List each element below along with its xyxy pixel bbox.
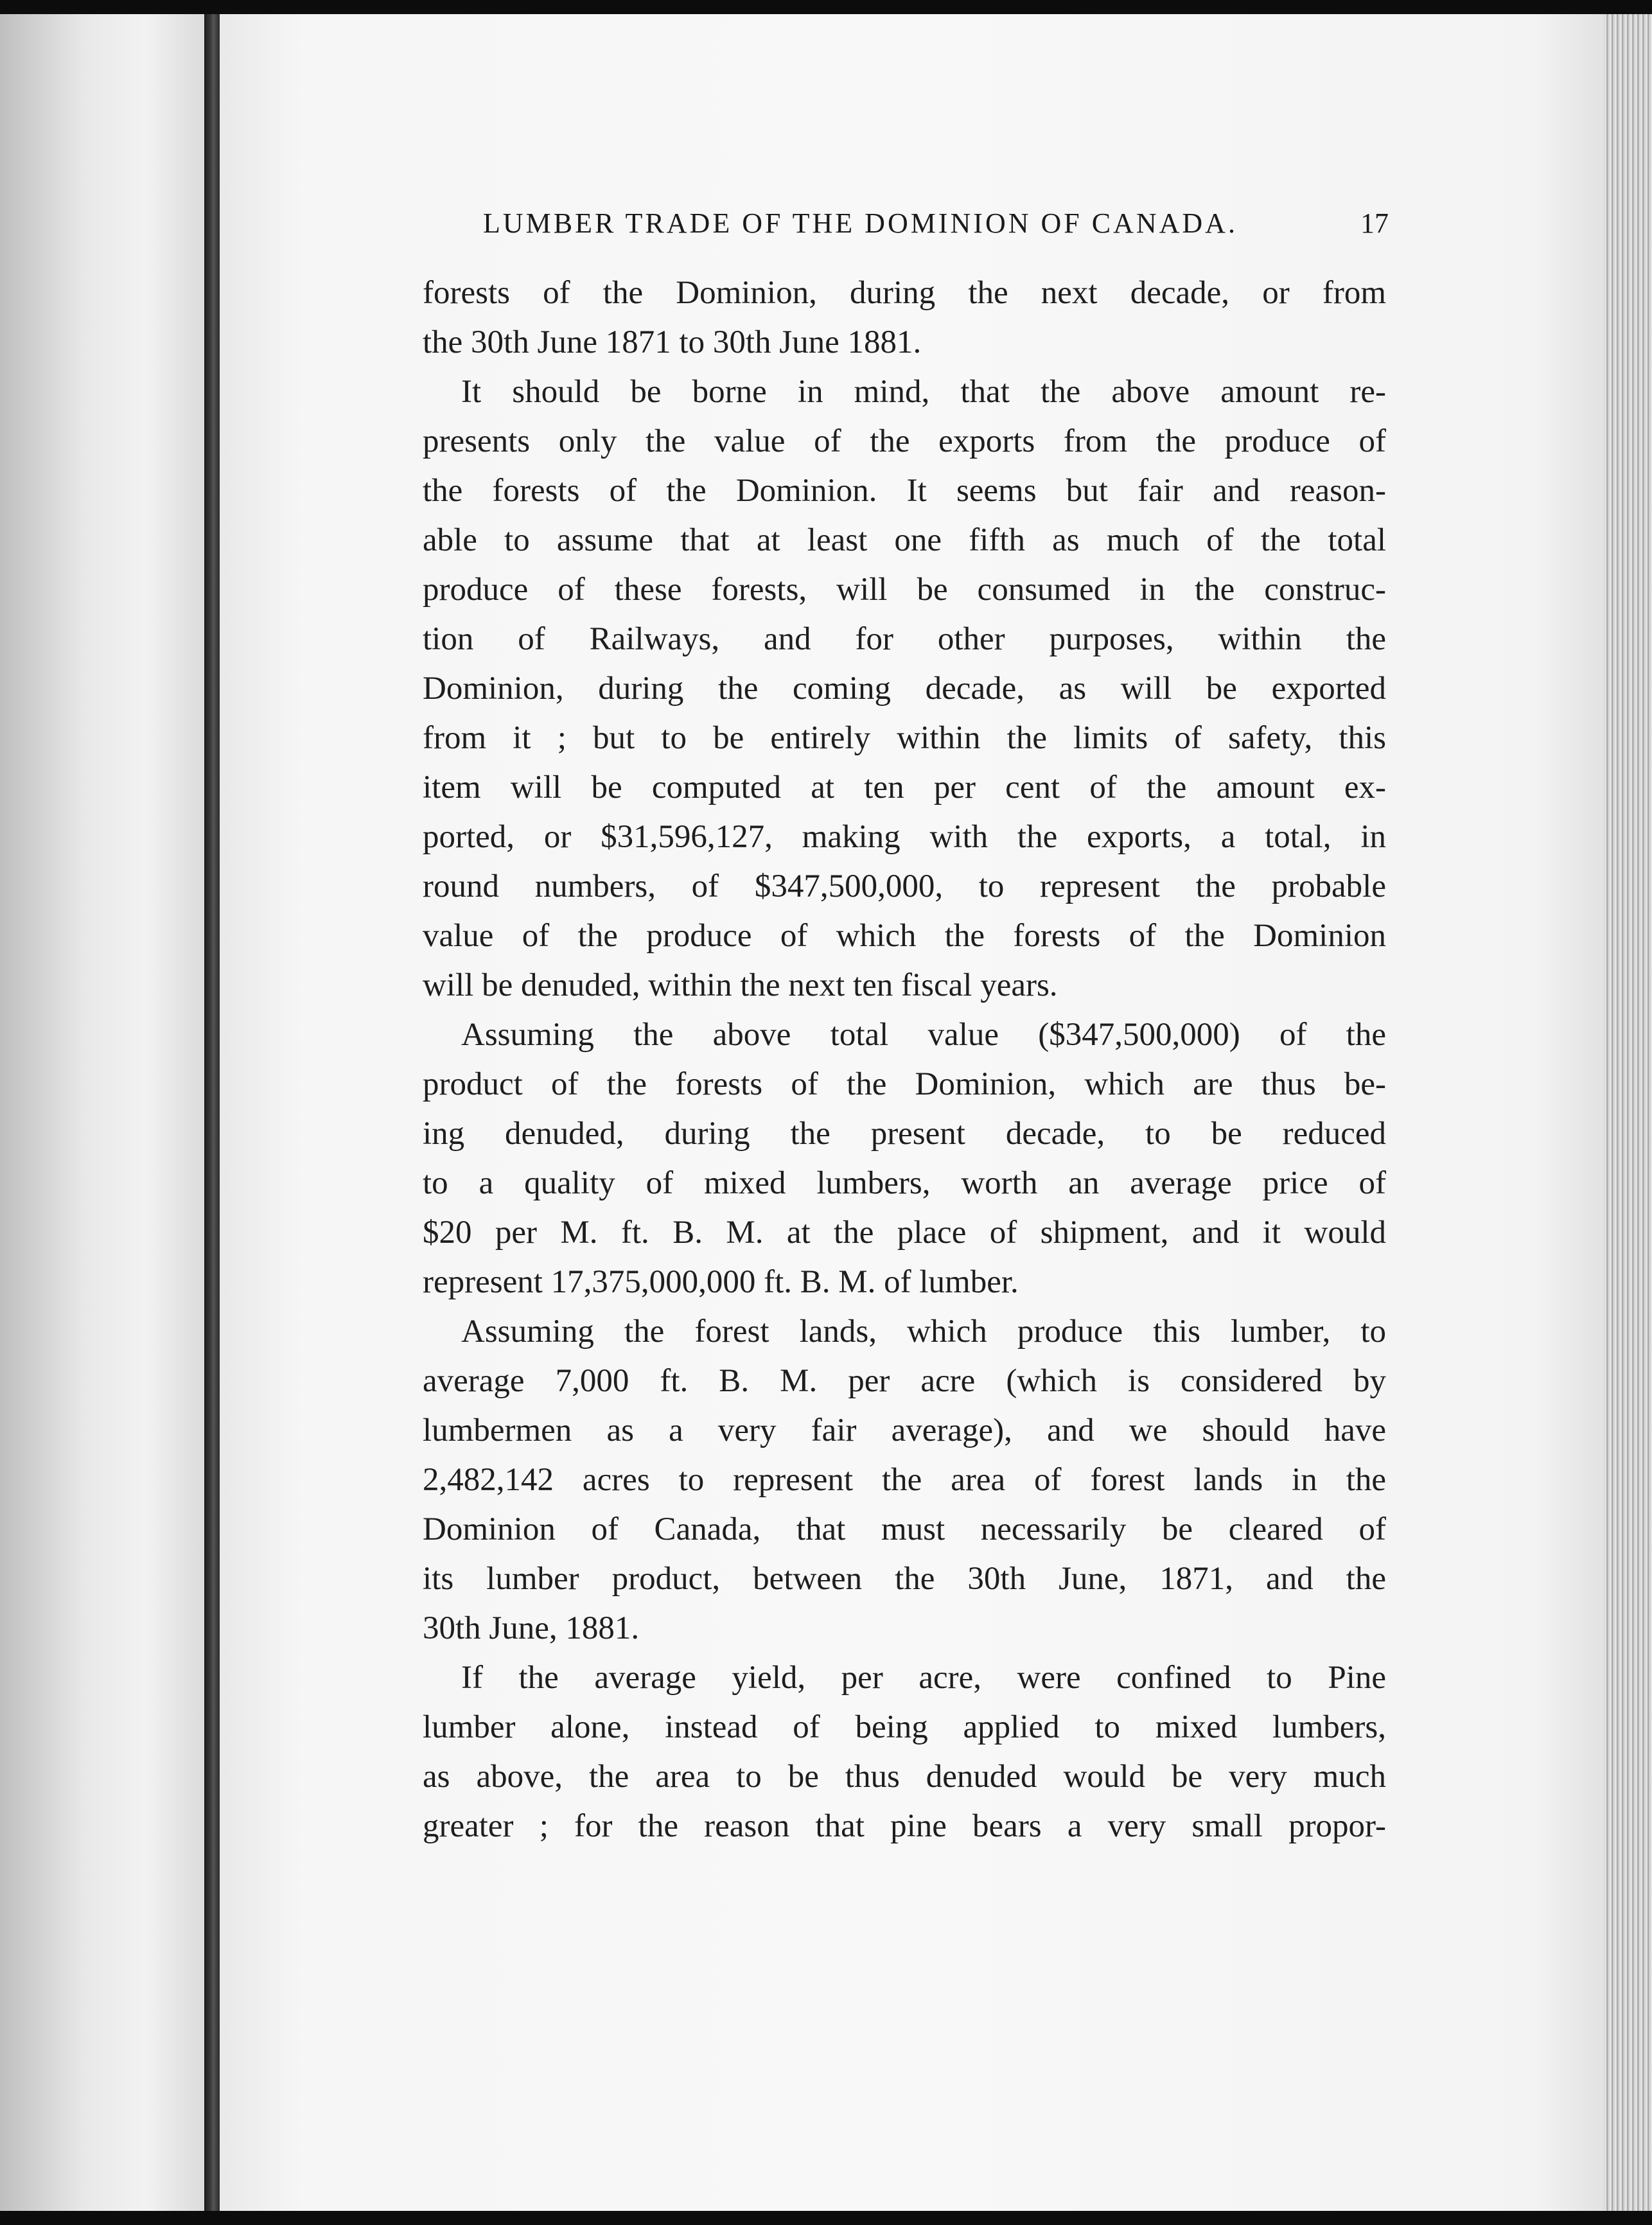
text-line: presents only the value of the exports from the produce of [423, 423, 1386, 459]
text-line: ported, or $31,596,127, making with the exports, a total, in [423, 819, 1386, 855]
text-line: value of the produce of which the forests of the Dominion [423, 918, 1386, 954]
text-line: Dominion, during the coming decade, as will be exported [423, 671, 1386, 707]
text-line: 2,482,142 acres to represent the area of forest lands in the [423, 1462, 1386, 1498]
text-line: lumbermen as a very fair average), and we should have [423, 1412, 1386, 1448]
facing-page-strip [0, 14, 209, 2211]
running-header [483, 207, 1389, 240]
text-line: $20 per M. ft. B. M. at the place of shipment, and it would [423, 1215, 1386, 1251]
text-line: product of the forests of the Dominion, which are thus be- [423, 1066, 1386, 1102]
book-binding [204, 14, 220, 2211]
text-line: If the average yield, per acre, were confined to Pine [461, 1660, 1386, 1696]
text-line: Assuming the above total value ($347,500,000) of the [461, 1017, 1386, 1053]
text-line: the forests of the Dominion. It seems but fair and reason- [423, 473, 1386, 509]
text-line: will be denuded, within the next ten fiscal years. [423, 967, 1058, 1003]
text-line: Dominion of Canada, that must necessarily be cleared of [423, 1511, 1386, 1547]
text-line: able to assume that at least one fifth as much of the total [423, 522, 1386, 558]
text-line: ing denuded, during the present decade, to be reduced [423, 1116, 1386, 1152]
text-line: lumber alone, instead of being applied to mixed lumbers, [423, 1709, 1386, 1745]
text-line: from it ; but to be entirely within the limits of safety, this [423, 720, 1386, 756]
text-line: average 7,000 ft. B. M. per acre (which is considered by [423, 1363, 1386, 1399]
page-number: 17 [1360, 207, 1389, 239]
running-title: LUMBER TRADE OF THE DOMINION OF CANADA. [483, 207, 1238, 239]
text-line: greater ; for the reason that pine bears a very small propor- [423, 1808, 1386, 1844]
text-line: round numbers, of $347,500,000, to represent the probable [423, 868, 1386, 904]
text-line: It should be borne in mind, that the above amount re- [461, 374, 1386, 410]
text-line: item will be computed at ten per cent of the amount ex- [423, 770, 1386, 805]
text-line: tion of Railways, and for other purposes, within the [423, 621, 1386, 657]
text-line: forests of the Dominion, during the next decade, or from [423, 275, 1386, 311]
text-line: as above, the area to be thus denuded would be very much [423, 1759, 1386, 1795]
text-line: to a quality of mixed lumbers, worth an average price of [423, 1165, 1386, 1201]
text-line: Assuming the forest lands, which produce this lumber, to [461, 1314, 1386, 1350]
body-text [423, 268, 1386, 1851]
text-line: its lumber product, between the 30th June, 1871, and the [423, 1561, 1386, 1597]
text-line: produce of these forests, will be consumed in the construc- [423, 572, 1386, 608]
text-line: 30th June, 1881. [423, 1610, 640, 1646]
text-line: the 30th June 1871 to 30th June 1881. [423, 324, 922, 360]
text-line: represent 17,375,000,000 ft. B. M. of lumber. [423, 1264, 1019, 1300]
page-edges [1604, 14, 1652, 2211]
